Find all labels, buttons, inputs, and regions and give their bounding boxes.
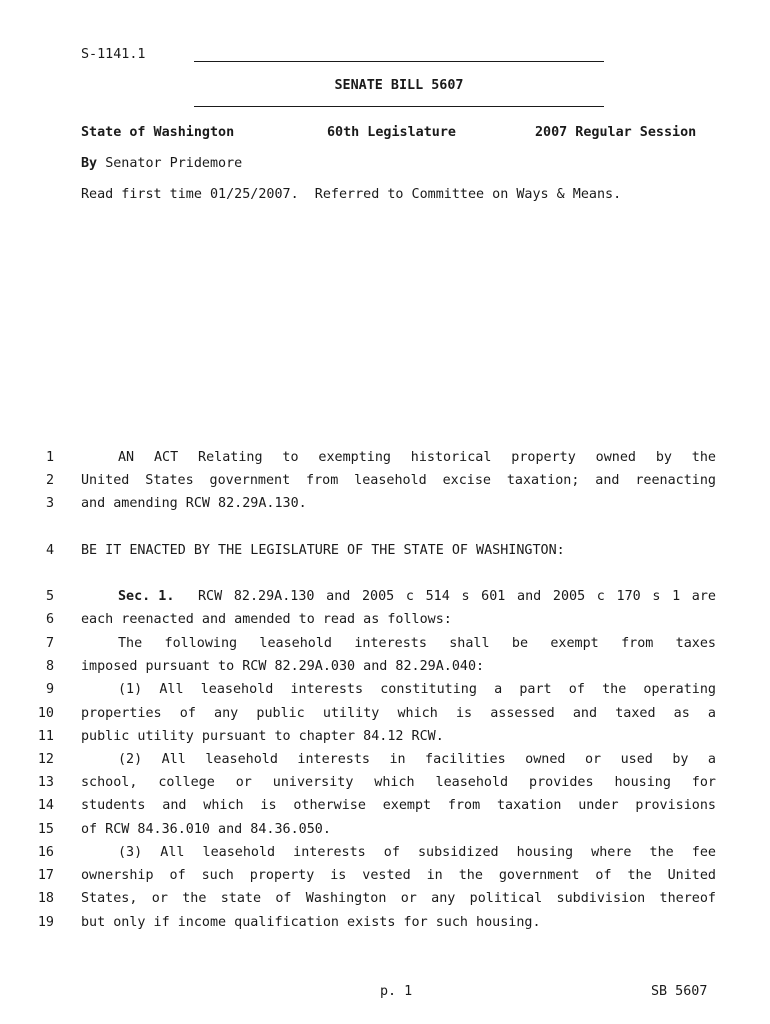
body-line: States, or the state of Washington or any political subdivision thereof — [81, 891, 716, 906]
state-label: State of Washington — [81, 125, 235, 140]
line-number: 7 — [45, 636, 54, 651]
body-line: RCW 82.29A.130 and 2005 c 514 s 601 and 2005 c 170 s 1 are — [198, 589, 716, 604]
body-line: properties of any public utility which is assessed and taxed as a — [81, 706, 716, 721]
header-rule-top — [194, 61, 604, 62]
body-line: imposed pursuant to RCW 82.29A.030 and 82.29A.040: — [81, 659, 485, 674]
body-line: school, college or university which leasehold provides housing for — [81, 775, 716, 790]
sponsor-name: Senator Pridemore — [105, 156, 243, 171]
body-line: public utility pursuant to chapter 84.12 RCW. — [81, 729, 444, 744]
line-number: 12 — [37, 752, 54, 767]
line-number: 2 — [45, 473, 54, 488]
line-number: 16 — [37, 845, 54, 860]
line-number: 3 — [45, 496, 54, 511]
enacting-clause: BE IT ENACTED BY THE LEGISLATURE OF THE STATE OF WASHINGTON: — [81, 543, 565, 558]
body-line: AN ACT Relating to exempting historical property owned by the — [118, 450, 716, 465]
by-label: By — [81, 156, 98, 171]
body-line: of RCW 84.36.010 and 84.36.050. — [81, 822, 331, 837]
line-number: 14 — [37, 798, 54, 813]
line-number: 5 — [45, 589, 54, 604]
line-number: 19 — [37, 915, 54, 930]
line-number: 8 — [45, 659, 54, 674]
line-number: 17 — [37, 868, 54, 883]
body-line: (1) All leasehold interests constituting a part of the operating — [118, 682, 716, 697]
line-number: 4 — [45, 543, 54, 558]
section-heading-line — [118, 589, 716, 605]
line-number: 15 — [37, 822, 54, 837]
sponsor-line — [81, 156, 242, 172]
bill-code: S-1141.1 — [81, 47, 146, 62]
line-number: 18 — [37, 891, 54, 906]
line-number: 11 — [37, 729, 54, 744]
body-line: The following leasehold interests shall be exempt from taxes — [118, 636, 716, 651]
section-label: Sec. 1. — [118, 589, 175, 604]
body-line: United States government from leasehold excise taxation; and reenacting — [81, 473, 716, 488]
legislature-label: 60th Legislature — [327, 125, 456, 140]
body-line: and amending RCW 82.29A.130. — [81, 496, 307, 511]
line-number: 1 — [45, 450, 54, 465]
session-label: 2007 Regular Session — [535, 125, 697, 140]
body-line: but only if income qualification exists for such housing. — [81, 915, 541, 930]
line-number: 13 — [37, 775, 54, 790]
referral-line: Read first time 01/25/2007. Referred to Committee on Ways & Means. — [81, 187, 622, 202]
body-line: ownership of such property is vested in the government of the United — [81, 868, 716, 883]
body-line: students and which is otherwise exempt from taxation under provisions — [81, 798, 716, 813]
header-rule-bottom — [194, 106, 604, 107]
bill-title: SENATE BILL 5607 — [334, 78, 464, 93]
body-line: (3) All leasehold interests of subsidized housing where the fee — [118, 845, 716, 860]
page-number: p. 1 — [380, 984, 413, 999]
line-number: 9 — [45, 682, 54, 697]
body-line: each reenacted and amended to read as follows: — [81, 612, 452, 627]
body-line: (2) All leasehold interests in facilities owned or used by a — [118, 752, 716, 767]
line-number: 10 — [37, 706, 54, 721]
footer-bill-id: SB 5607 — [651, 984, 708, 999]
line-number: 6 — [45, 612, 54, 627]
